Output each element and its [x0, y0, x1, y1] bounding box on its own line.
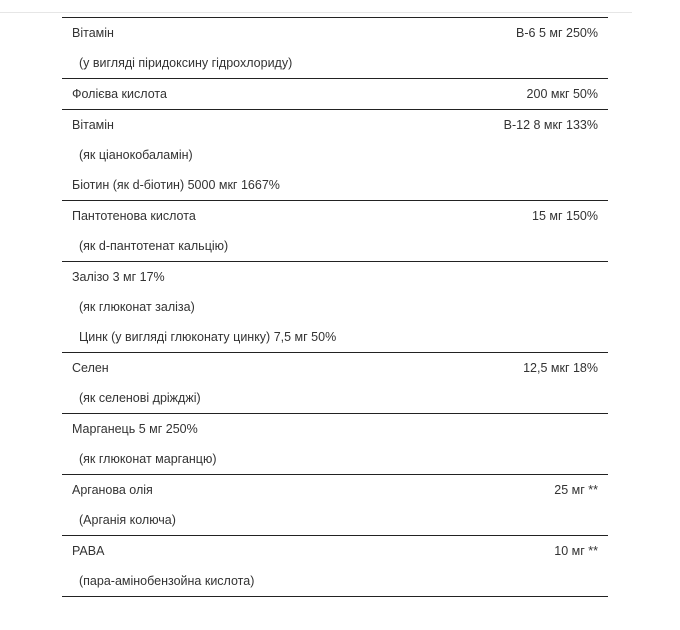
nutrient-value: B-12 8 мкг 133%: [503, 118, 598, 132]
nutrient-value: 10 мг **: [554, 544, 598, 558]
nutrient-value: 200 мкг 50%: [526, 87, 598, 101]
nutrient-value: 15 мг 150%: [532, 209, 598, 223]
nutrient-detail: (пара-амінобензойна кислота): [79, 574, 255, 588]
nutrient-value: 25 мг **: [554, 483, 598, 497]
nutrient-detail: (як глюконат марганцю): [79, 452, 217, 466]
table-row: [62, 79, 608, 110]
table-row: [62, 110, 608, 201]
nutrient-name: Залізо 3 мг 17%: [72, 270, 165, 284]
nutrient-detail: (як ціанокобаламін): [79, 148, 193, 162]
table-row: [62, 536, 608, 597]
nutrient-detail: Біотин (як d-біотин) 5000 мкг 1667%: [72, 178, 280, 192]
nutrient-name: Арганова олія: [72, 483, 153, 497]
nutrient-name: Пантотенова кислота: [72, 209, 196, 223]
nutrition-table: [62, 17, 608, 597]
nutrient-value: B-6 5 мг 250%: [516, 26, 598, 40]
top-divider: [0, 12, 632, 13]
nutrient-name: PABA: [72, 544, 105, 558]
table-row: [62, 262, 608, 353]
nutrient-detail: Цинк (у вигляді глюконату цинку) 7,5 мг 50%: [79, 330, 337, 344]
nutrient-name: Вітамін: [72, 118, 114, 132]
nutrient-detail: (у вигляді піридоксину гідрохлориду): [79, 56, 293, 70]
table-row: [62, 475, 608, 536]
nutrient-detail: (як глюконат заліза): [79, 300, 195, 314]
nutrient-detail: (Арганія колюча): [79, 513, 176, 527]
nutrient-name: Марганець 5 мг 250%: [72, 422, 198, 436]
table-row: [62, 353, 608, 414]
table-row: [62, 201, 608, 262]
nutrient-detail: (як d-пантотенат кальцію): [79, 239, 229, 253]
table-row: [62, 18, 608, 79]
nutrient-detail: (як селенові дріжджі): [79, 391, 201, 405]
nutrient-name: Вітамін: [72, 26, 114, 40]
table-row: [62, 414, 608, 475]
nutrient-name: Селен: [72, 361, 109, 375]
nutrient-value: 12,5 мкг 18%: [523, 361, 598, 375]
nutrient-name: Фолієва кислота: [72, 87, 167, 101]
